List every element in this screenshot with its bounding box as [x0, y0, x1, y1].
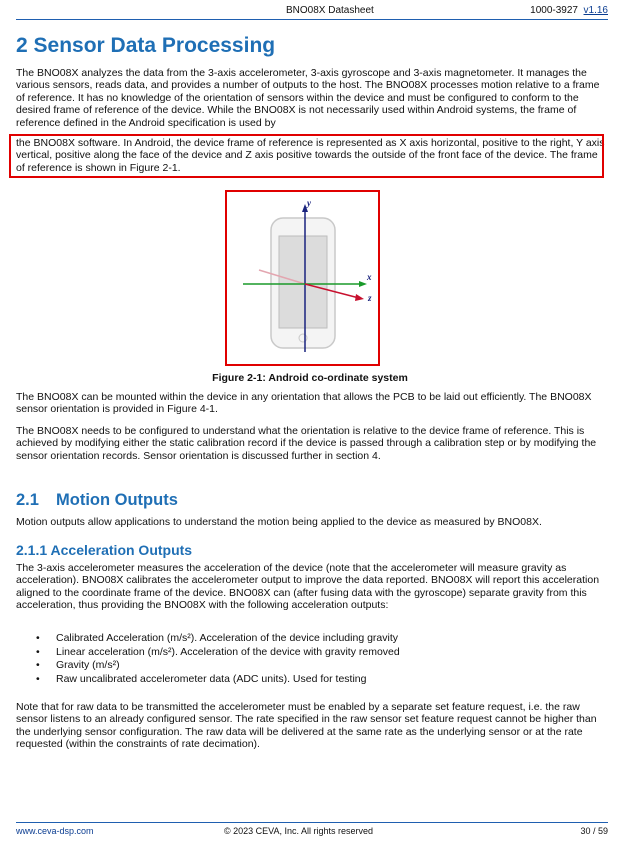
list-item — [36, 659, 400, 673]
highlight-box — [9, 134, 604, 178]
android-coordinate-diagram — [227, 192, 378, 364]
subsection-heading — [16, 491, 178, 510]
list-item-text: Raw uncalibrated accelerometer data (ADC units). Used for testing — [56, 672, 367, 685]
figure-caption: Figure 2-1: Android co-ordinate system — [212, 372, 408, 384]
motion-outputs-paragraph: Motion outputs allow applications to understand the motion being applied to the device as measured by BNO08X. — [16, 516, 542, 528]
header-divider — [16, 19, 608, 20]
bullet-icon: • — [36, 659, 40, 671]
list-item — [36, 632, 400, 646]
subsection-number: 2.1 — [16, 491, 39, 509]
doc-number-version — [530, 5, 608, 16]
copyright-text: © 2023 CEVA, Inc. All rights reserved — [224, 826, 374, 836]
list-item-text: Linear acceleration (m/s²). Acceleration of the device with gravity removed — [56, 645, 400, 658]
section-heading: 2 Sensor Data Processing — [16, 34, 276, 57]
subsubsection-heading: 2.1.1 Acceleration Outputs — [16, 542, 193, 558]
website-link[interactable]: www.ceva-dsp.com — [16, 826, 94, 836]
page-number: 30 / 59 — [580, 826, 608, 836]
list-item — [36, 673, 400, 687]
subsection-title: Motion Outputs — [56, 491, 178, 509]
doc-version: v1.16 — [583, 5, 608, 16]
x-axis-arrow — [359, 281, 367, 287]
doc-title: BNO08X Datasheet — [286, 5, 374, 16]
acceleration-paragraph: The 3-axis accelerometer measures the acceleration of the device (note that the accelerometer will measure gravity as acceleration). BNO08X calibrates the accelerometer output to improve the data reported. BNO08X will report this acceleration aligned to the coordinate frame of the device. BNO08X can (after fusing data with the gyroscope) separate gravity from this acceleration, thus providing the BNO08X with the following acceleration outputs: — [16, 562, 600, 612]
bullet-icon: • — [36, 645, 40, 658]
footer-divider — [16, 822, 608, 823]
bullet-icon: • — [36, 632, 40, 644]
highlighted-paragraph: the BNO08X software. In Android, the device frame of reference is represented as X axis horizontal, positive to the right, Y axis vertical, positive along the face of the device and Z axis positive towards the outside of the front face of the device. The frame of reference is shown in Figure 2-1. — [16, 137, 605, 174]
y-axis-label: y — [307, 198, 311, 208]
x-axis-label: x — [367, 272, 372, 282]
doc-number: 1000-3927 — [530, 5, 578, 16]
list-item — [36, 646, 400, 660]
phone-screen — [279, 236, 327, 328]
section-intro-paragraph: The BNO08X analyzes the data from the 3-axis accelerometer, 3-axis gyroscope and 3-axis magnetometer. It manages the various sensors, reads data, and provides a number of outputs to the host. The BNO08X processes motion relative to a frame of reference. It has no knowledge of the orientation of sensors within the device and must be configured to conform to the desired frame of reference of the device. While the BNO08X is not necessarily used within Android systems, the frame of reference defined in the Android specification is used by — [16, 67, 600, 129]
list-item-text: Calibrated Acceleration (m/s²). Acceleration of the device including gravity — [56, 632, 398, 644]
configuration-paragraph: The BNO08X needs to be configured to understand what the orientation is relative to the device frame of reference. This is achieved by modifying either the static calibration record if the device is passed through a calibration step or by modifying the sensor orientation records. Sensor orientation is discussed further in section 4. — [16, 425, 597, 462]
raw-data-note-paragraph: Note that for raw data to be transmitted the accelerometer must be enabled by a separate set feature request, i.e. the raw sensor listens to an already configured sensor. The rate specified in the raw sensor set feature request cannot be higher than the underlying sensor configuration. The raw data will be delivered at the same rate as the underlying sensor or at the rate requested (within the constraints of rate decimation). — [16, 701, 597, 751]
mounting-paragraph: The BNO08X can be mounted within the device in any orientation that allows the PCB to be laid out efficiently. The BNO08X sensor orientation is provided in Figure 4-1. — [16, 391, 592, 416]
z-axis-arrow — [355, 294, 364, 301]
acceleration-output-list — [36, 632, 400, 686]
list-item-text: Gravity (m/s²) — [56, 659, 120, 671]
figure-box — [225, 190, 380, 366]
page-header — [16, 5, 608, 19]
bullet-icon: • — [36, 672, 40, 685]
z-axis-label: z — [368, 293, 372, 303]
